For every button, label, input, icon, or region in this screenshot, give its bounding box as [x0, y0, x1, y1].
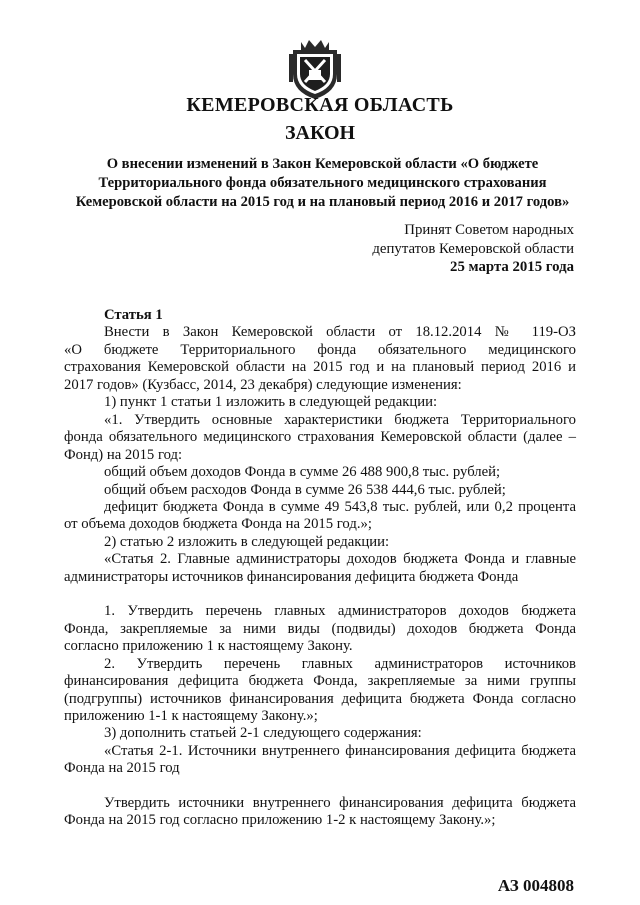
text-line: (подгруппы) источников финансирования дефицита бюджета Фонда согласно [64, 690, 576, 707]
text-line: Внести в Закон Кемеровской области от 18.12.2014 № 119-ОЗ [104, 324, 576, 341]
title-line: Кемеровской области на 2015 год и на плановый период 2016 и 2017 годов» [75, 194, 570, 210]
text-line: «1. Утвердить основные характеристики бюджета Территориального [104, 411, 576, 428]
text-line: фонда обязательного медицинского страхования Кемеровской области (далее – [64, 429, 576, 446]
text-line: Утвердить источники внутреннего финансирования дефицита бюджета [104, 794, 576, 811]
coat-of-arms-icon [287, 36, 343, 102]
law-title [60, 155, 585, 212]
text-line: 2. Утвердить перечень главных администраторов источников [104, 655, 576, 672]
text-line: от объема доходов бюджета Фонда на 2015 год.»; [64, 516, 372, 533]
serial-number: АЗ 004808 [497, 876, 574, 895]
text-line: Фонда, закрепляемые за ними виды (подвиды) доходов бюджета Фонда [64, 620, 576, 637]
title-line: О внесении изменений в Закон Кемеровской области «О бюджете [106, 156, 539, 172]
adoption-line: депутатов Кемеровской области [372, 240, 574, 257]
paragraph-gap [64, 778, 576, 795]
paragraph-gap [64, 586, 576, 603]
region-heading: КЕМЕРОВСКАЯ ОБЛАСТЬ [186, 94, 454, 116]
text-line: Фонд) на 2015 год: [64, 446, 183, 463]
adoption-date: 25 марта 2015 года [450, 259, 574, 275]
title-line: Территориального фонда обязательного медицинского страхования [98, 175, 547, 191]
text-line: 3) дополнить статьей 2-1 следующего содержания: [104, 725, 422, 742]
text-line: страхования Кемеровской области на 2015 год и на плановый период 2016 и [64, 359, 576, 376]
text-line: «О бюджете Территориального фонда обязательного медицинского [64, 341, 576, 358]
text-line: финансирования дефицита бюджета Фонда, закрепляемые за ними группы [64, 673, 576, 690]
adoption-block [372, 221, 574, 277]
text-line: 2017 годов» (Кузбасс, 2014, 23 декабря) следующие изменения: [64, 376, 462, 393]
text-line: общий объем расходов Фонда в сумме 26 538 444,6 тыс. рублей; [104, 481, 506, 498]
text-line: 1. Утвердить перечень главных администраторов доходов бюджета [104, 603, 576, 620]
adoption-line: Принят Советом народных [404, 222, 574, 238]
text-line: общий объем доходов Фонда в сумме 26 488 900,8 тыс. рублей; [104, 464, 501, 481]
article-heading: Статья 1 [104, 307, 163, 323]
text-line: «Статья 2. Главные администраторы доходов бюджета Фонда и главные [104, 551, 576, 568]
text-line: приложению 1-1 к настоящему Закону.»; [64, 707, 318, 724]
text-line: дефицит бюджета Фонда в сумме 49 543,8 тыс. рублей, или 0,2 процента [104, 498, 576, 515]
document-type-heading: ЗАКОН [284, 122, 356, 144]
text-line: согласно приложению 1 к настоящему Закону. [64, 638, 353, 655]
text-line: Фонда на 2015 год согласно приложению 1-2 к настоящему Закону.»; [64, 812, 496, 829]
text-line: 2) статью 2 изложить в следующей редакции: [104, 533, 390, 550]
text-line: «Статья 2-1. Источники внутреннего финансирования дефицита бюджета [104, 742, 576, 759]
article-body [64, 307, 576, 830]
text-line: администраторы источников финансирования дефицита бюджета Фонда [64, 568, 519, 585]
text-line: Фонда на 2015 год [64, 760, 180, 777]
text-line: 1) пункт 1 статьи 1 изложить в следующей редакции: [104, 394, 438, 411]
